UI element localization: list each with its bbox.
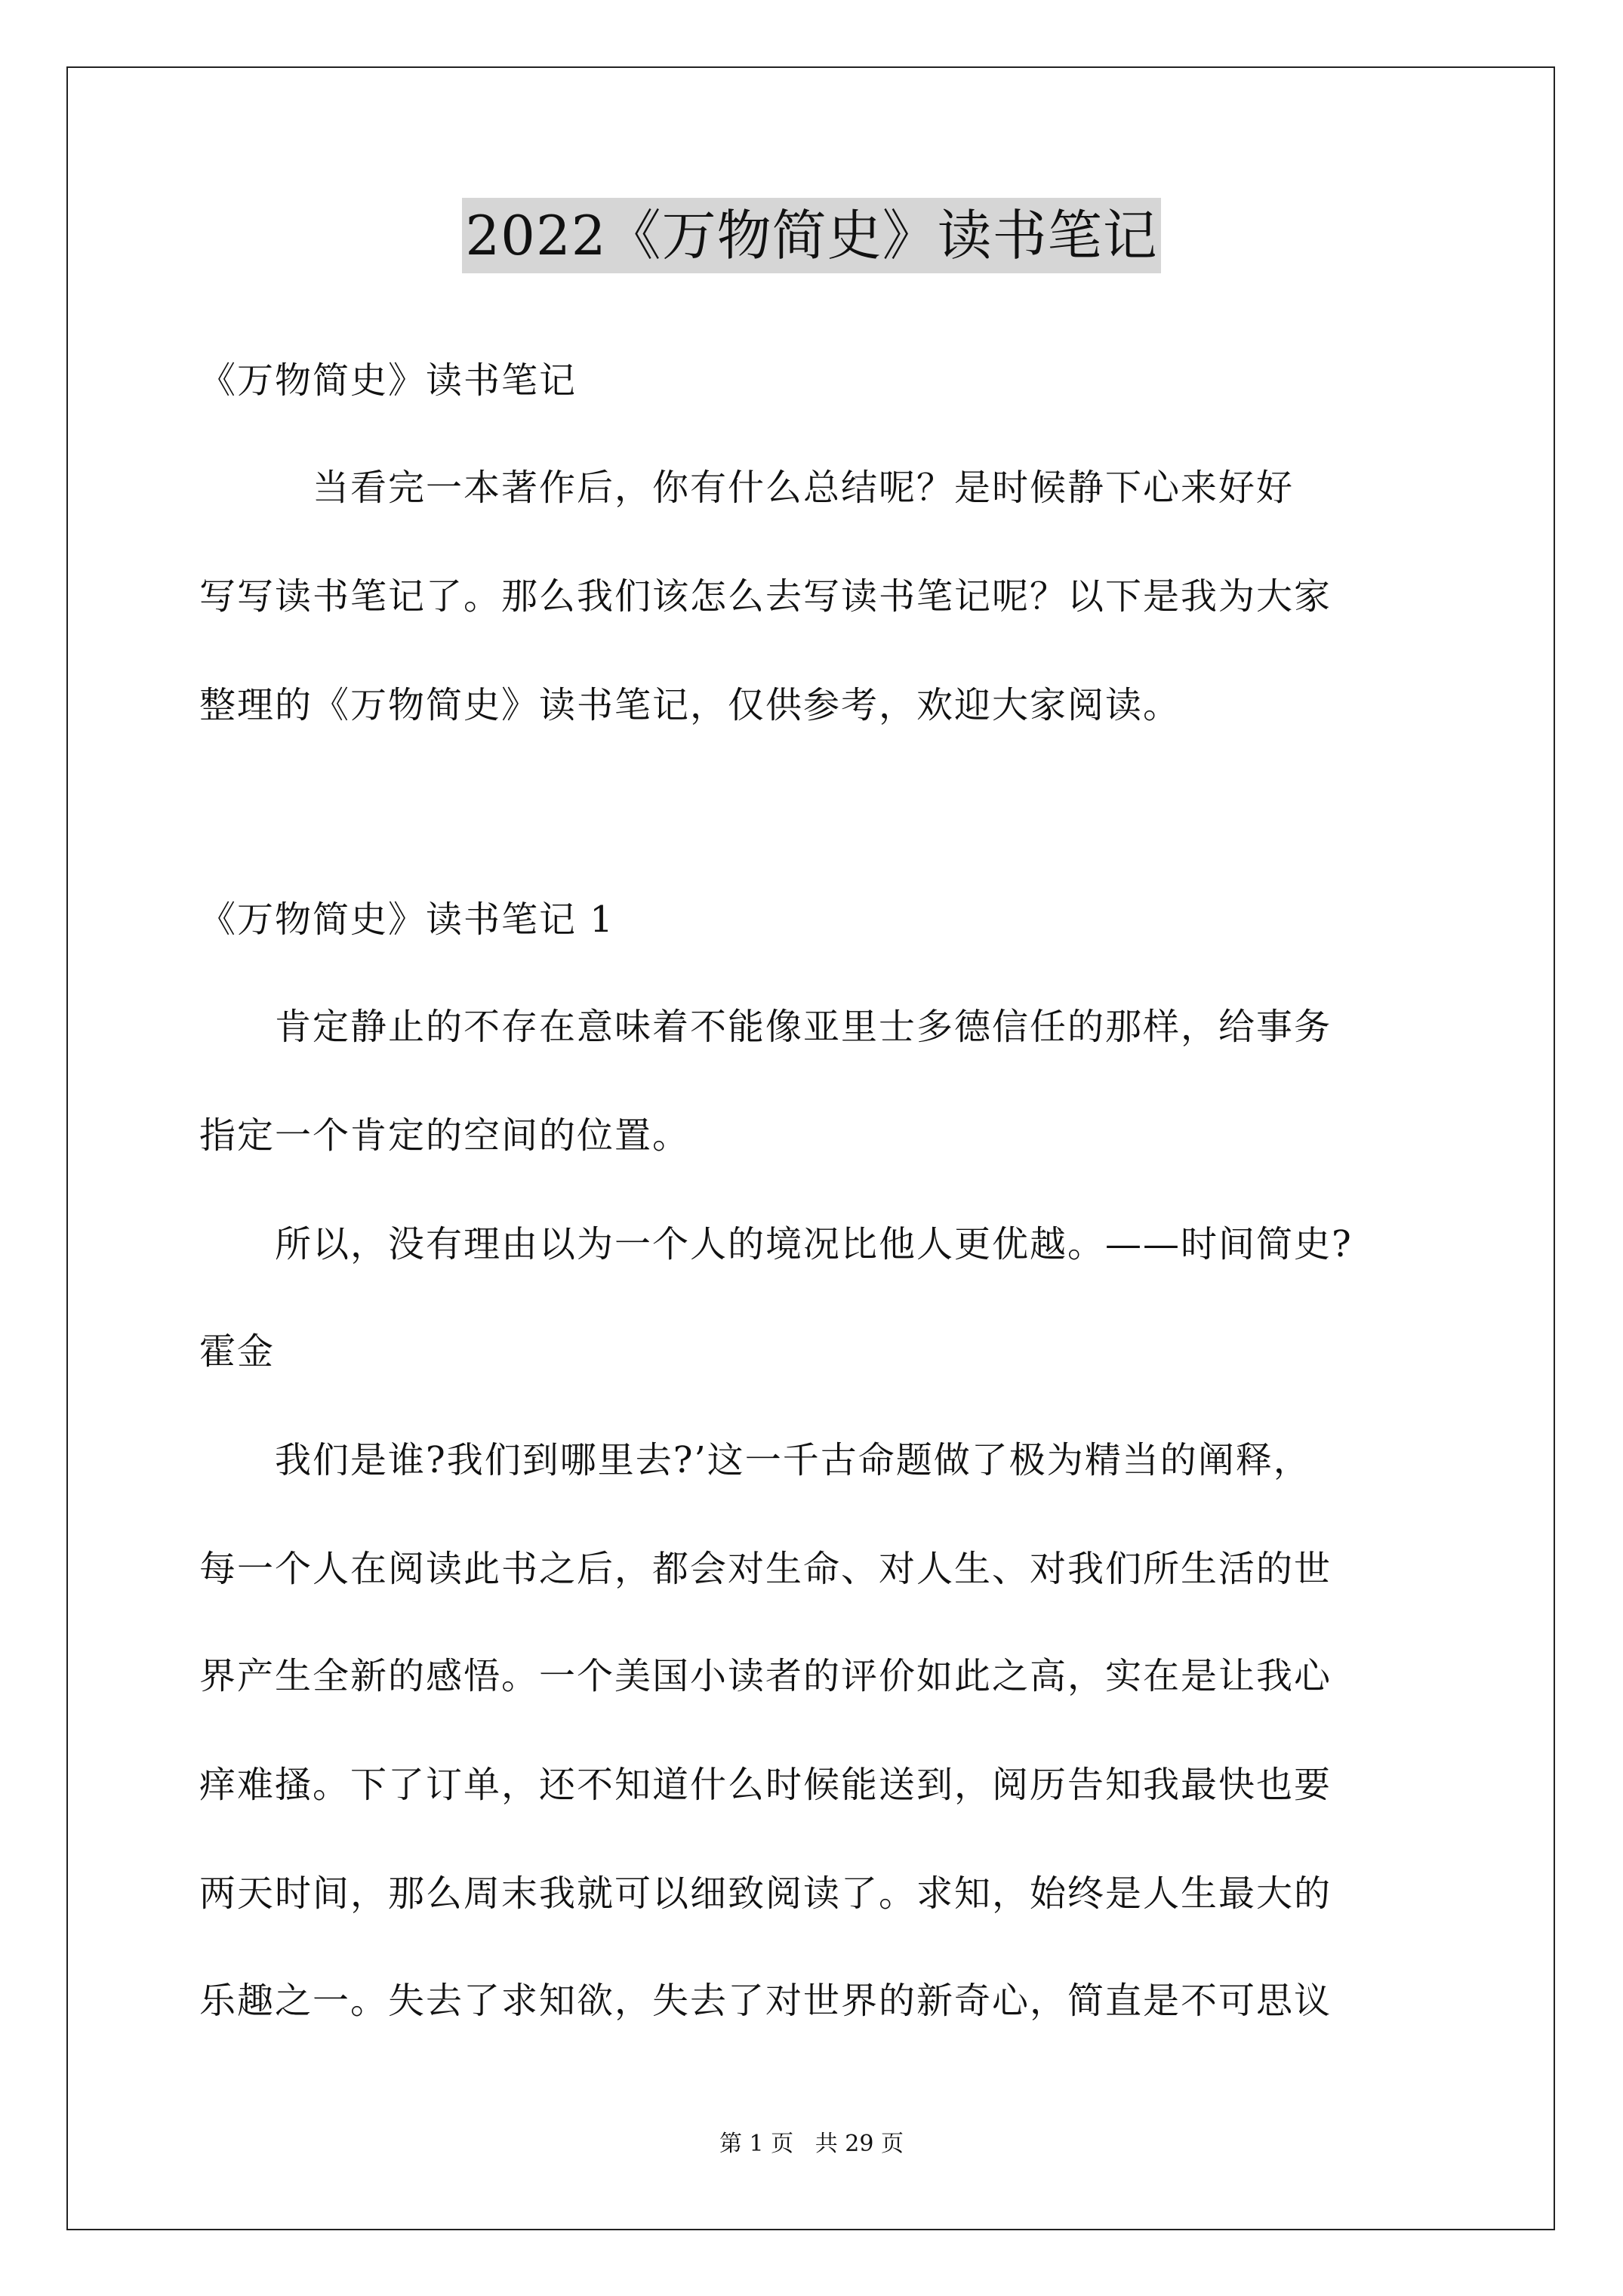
body-line: 指定一个肯定的空间的位置。: [199, 1114, 691, 1157]
body-line: 痒难搔。下了订单，还不知道什么时候能送到，阅历告知我最快也要: [199, 1764, 1332, 1806]
intro-heading: 《万物简史》读书笔记: [199, 359, 577, 402]
body-line: 肯定静止的不存在意味着不能像亚里士多德信任的那样，给事务: [199, 1006, 1332, 1048]
body-line: 界产生全新的感悟。一个美国小读者的评价如此之高，实在是让我心: [199, 1655, 1332, 1697]
body-line: 每一个人在阅读此书之后，都会对生命、对人生、对我们所生活的世: [199, 1548, 1332, 1590]
title-container: [0, 198, 1623, 273]
body-line: 写写读书笔记了。那么我们该怎么去写读书笔记呢？以下是我为大家: [199, 575, 1332, 618]
body-line: 两天时间，那么周末我就可以细致阅读了。求知，始终是人生最大的: [199, 1872, 1332, 1915]
body-line: 我们是谁?我们到哪里去?’这一千古命题做了极为精当的阐释，: [199, 1439, 1311, 1481]
body-line: 乐趣之一。失去了求知欲，失去了对世界的新奇心，简直是不可思议: [199, 1980, 1332, 2022]
page-footer: 第 1 页 共 29 页: [719, 2131, 904, 2157]
body-line: 当看完一本著作后，你有什么总结呢？是时候静下心来好好: [199, 467, 1295, 509]
body-line: 整理的《万物简史》读书笔记，仅供参考，欢迎大家阅读。: [199, 684, 1181, 726]
document-title: 2022《万物简史》读书笔记: [462, 198, 1160, 273]
section-heading: 《万物简史》读书笔记 1: [199, 898, 614, 941]
body-line: 所以，没有理由以为一个人的境况比他人更优越。——时间简史?: [199, 1223, 1353, 1265]
body-line: 霍金: [199, 1330, 276, 1373]
